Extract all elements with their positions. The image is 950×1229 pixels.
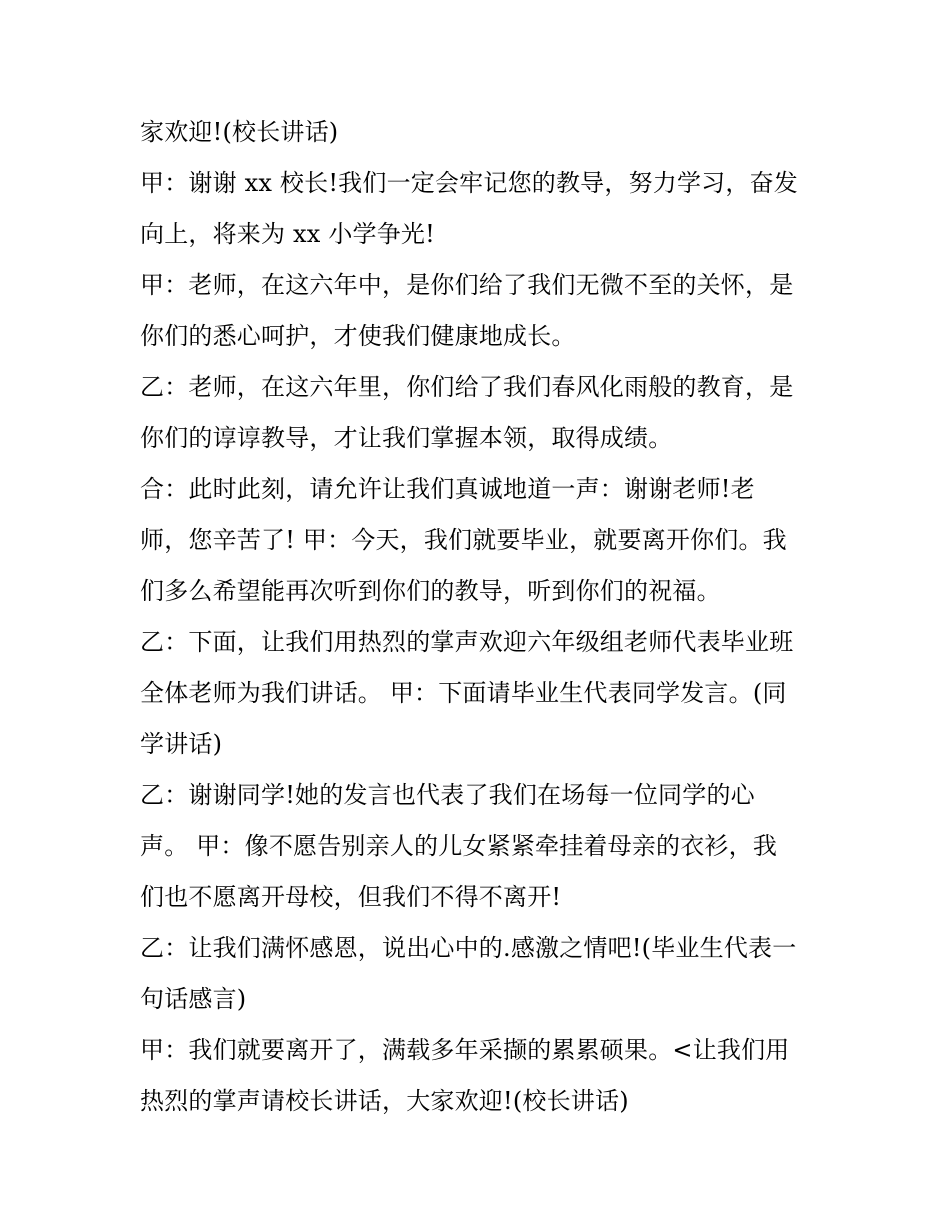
text-line: 句话感言) xyxy=(140,985,247,1013)
text-line: 乙：下面，让我们用热烈的掌声欢迎六年级组老师代表毕业班 xyxy=(140,628,794,656)
text-line: 向上，将来为 xx 小学争光! xyxy=(140,220,435,248)
text-line: 合：此时此刻，请允许让我们真诚地道一声：谢谢老师!老 xyxy=(140,475,755,503)
text-line: 师，您辛苦了! 甲：今天，我们就要毕业，就要离开你们。我 xyxy=(140,526,787,554)
text-line: 乙：让我们满怀感恩，说出心中的.感激之情吧!(毕业生代表一 xyxy=(140,934,797,962)
text-line: 你们的悉心呵护，才使我们健康地成长。 xyxy=(140,322,576,350)
text-line: 甲：我们就要离开了，满载多年采撷的累累硕果。<让我们用 xyxy=(140,1036,790,1064)
text-line: 热烈的掌声请校长讲话，大家欢迎!(校长讲话) xyxy=(140,1087,629,1115)
document-body xyxy=(140,107,820,1127)
text-line: 全体老师为我们讲话。 甲：下面请毕业生代表同学发言。(同 xyxy=(140,679,787,707)
text-line: 声。 甲：像不愿告别亲人的儿女紧紧牵挂着母亲的衣衫，我 xyxy=(140,832,778,860)
text-line: 家欢迎!(校长讲话) xyxy=(140,118,339,146)
text-line: 们也不愿离开母校，但我们不得不离开! xyxy=(140,883,562,911)
text-line: 甲：谢谢 xx 校长!我们一定会牢记您的教导，努力学习，奋发 xyxy=(140,169,798,197)
text-line: 们多么希望能再次听到你们的教导，听到你们的祝福。 xyxy=(140,577,721,605)
text-line: 你们的谆谆教导，才让我们掌握本领，取得成绩。 xyxy=(140,424,673,452)
text-line: 学讲话) xyxy=(140,730,223,758)
text-line: 甲：老师，在这六年中，是你们给了我们无微不至的关怀，是 xyxy=(140,271,794,299)
text-line: 乙：老师，在这六年里，你们给了我们春风化雨般的教育，是 xyxy=(140,373,794,401)
text-line: 乙：谢谢同学!她的发言也代表了我们在场每一位同学的心 xyxy=(140,781,755,809)
